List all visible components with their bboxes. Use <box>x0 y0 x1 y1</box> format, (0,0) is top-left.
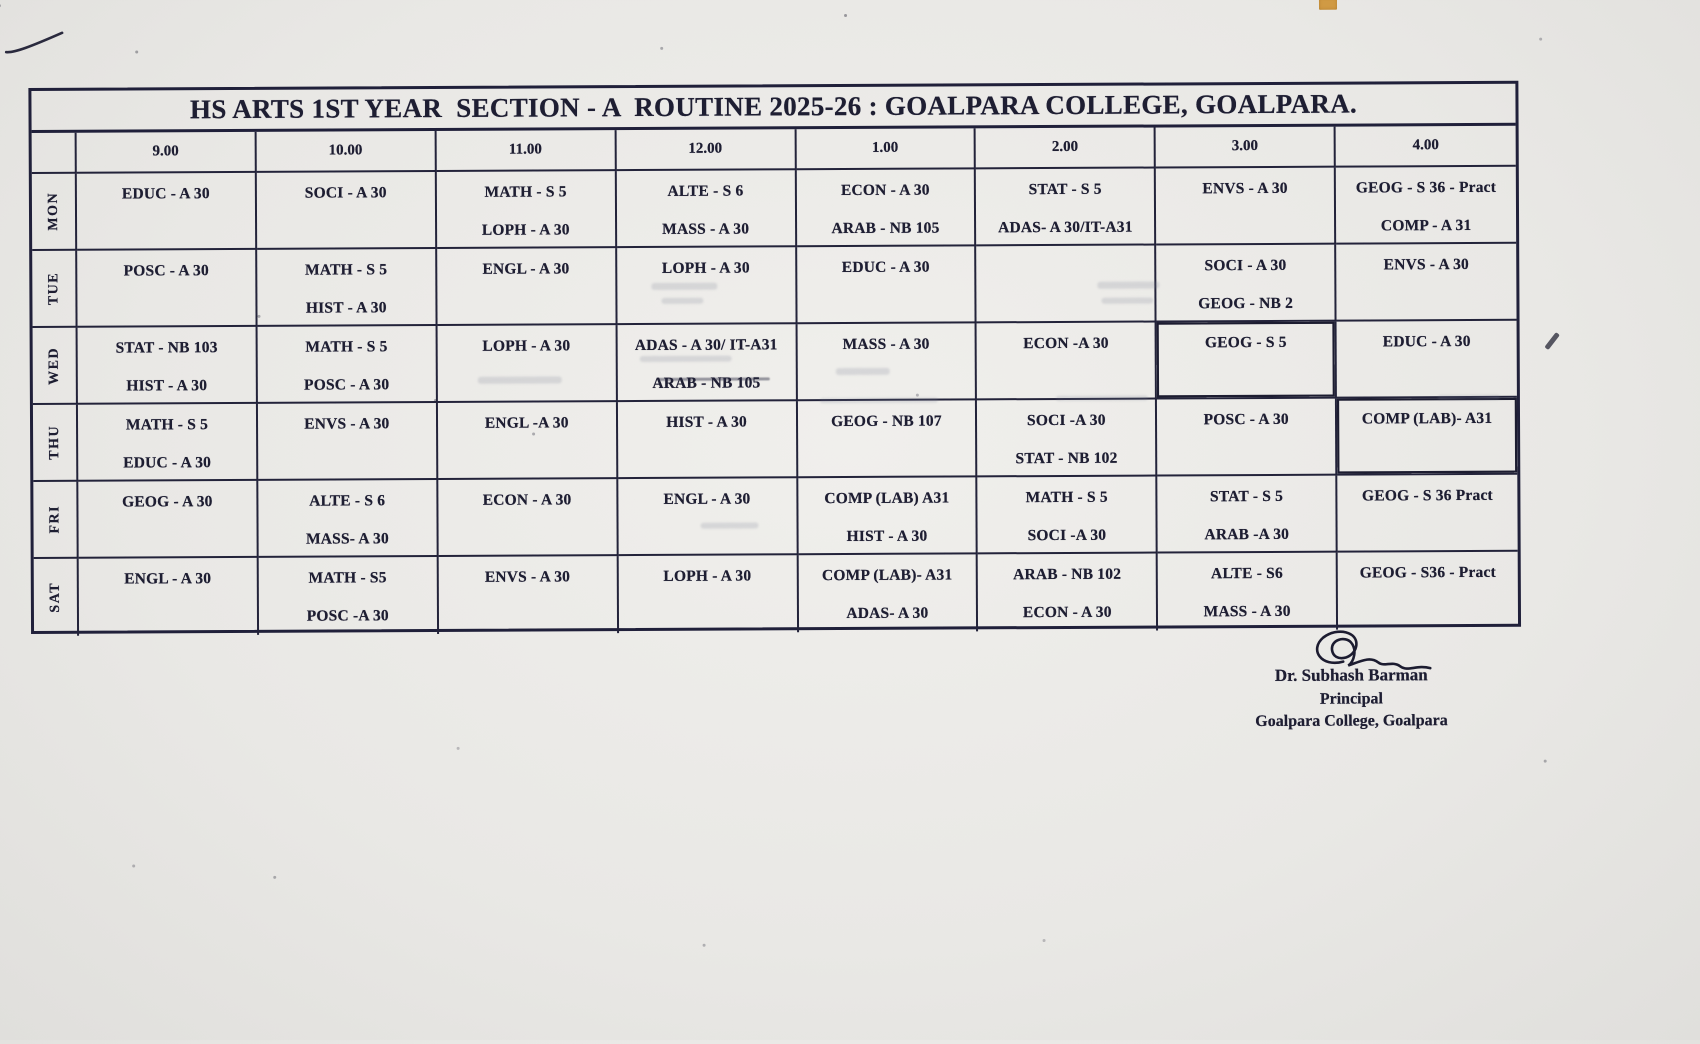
signatory-org: Goalpara College, Goalpara <box>1255 712 1448 731</box>
schedule-cell <box>437 325 617 403</box>
schedule-cell <box>1157 399 1337 477</box>
time-header: 3.00 <box>1156 127 1336 169</box>
class-entry: ECON - A 30 <box>840 181 930 200</box>
class-entry: STAT - NB 103 <box>115 339 218 357</box>
schedule-cell <box>618 478 798 556</box>
schedule-cell <box>617 247 797 325</box>
class-entry: MATH - S5 <box>308 569 387 587</box>
schedule-cell <box>1157 322 1337 400</box>
class-entry: GEOG - S 5 <box>1204 333 1287 352</box>
class-entry: ADAS - A 30/ IT-A31 <box>634 336 778 355</box>
day-label-thu <box>33 405 78 482</box>
class-entry: ECON - A 30 <box>482 491 572 509</box>
class-entry: GEOG - A 30 <box>122 493 213 511</box>
class-entry: LOPH - A 30 <box>482 337 571 355</box>
class-entry: POSC - A 30 <box>303 376 390 394</box>
class-entry: EDUC - A 30 <box>121 185 210 203</box>
class-entry: COMP (LAB) A31 <box>824 489 950 508</box>
schedule-cell <box>257 326 437 404</box>
class-entry: ENGL - A 30 <box>482 260 570 278</box>
class-entry: HIST - A 30 <box>305 299 387 317</box>
schedule-cell <box>797 400 977 478</box>
class-entry: HIST - A 30 <box>666 413 748 431</box>
class-entry: ENVS - A 30 <box>484 568 571 586</box>
time-header: 1.00 <box>796 128 976 170</box>
schedule-cell <box>1337 398 1517 476</box>
schedule-cell <box>1158 553 1338 631</box>
signature-block <box>1229 625 1474 731</box>
schedule-cell <box>977 246 1157 324</box>
class-entry: LOPH - A 30 <box>481 221 570 239</box>
class-entry: ALTE - S 6 <box>309 492 386 510</box>
class-entry: SOCI -A 30 <box>1026 411 1106 430</box>
class-entry: POSC - A 30 <box>123 262 209 280</box>
scan-artifact-edge <box>1544 332 1560 350</box>
class-entry: GEOG - NB 2 <box>1198 294 1294 313</box>
day-label-text: WED <box>46 346 62 385</box>
class-entry: POSC -A 30 <box>306 607 389 625</box>
class-entry: HIST - A 30 <box>846 527 928 546</box>
class-entry: GEOG - NB 107 <box>831 412 942 431</box>
class-entry: SOCI -A 30 <box>1027 526 1107 545</box>
schedule-cell <box>1156 245 1336 323</box>
schedule-cell <box>79 558 259 636</box>
class-entry: ENGL - A 30 <box>124 570 212 588</box>
class-entry: MASS - A 30 <box>842 335 930 354</box>
class-entry: ALTE - S6 <box>1210 564 1283 583</box>
schedule-cell <box>1158 476 1338 554</box>
schedule-cell <box>1337 321 1517 399</box>
schedule-cell <box>438 479 618 557</box>
class-entry: ENVS - A 30 <box>1202 179 1288 198</box>
day-label-fri <box>33 482 78 559</box>
time-header: 11.00 <box>436 130 616 172</box>
schedule-cell <box>616 170 796 248</box>
class-entry: LOPH - A 30 <box>663 567 752 585</box>
schedule-cell <box>437 171 617 249</box>
class-entry: GEOG - S 36 Pract <box>1361 486 1493 505</box>
day-label-text: FRI <box>46 505 63 534</box>
schedule-cell <box>258 403 438 481</box>
class-entry: SOCI - A 30 <box>1204 256 1287 275</box>
schedule-cell <box>797 246 977 324</box>
day-label-sat <box>34 559 79 636</box>
class-entry: MATH - S 5 <box>125 416 209 434</box>
day-label-text: THU <box>46 424 62 460</box>
schedule-cell <box>618 555 798 633</box>
class-entry: COMP - A 31 <box>1380 216 1472 235</box>
schedule-cell <box>978 553 1158 631</box>
class-entry: MATH - S 5 <box>304 261 388 279</box>
day-label-text: SAT <box>47 581 63 613</box>
class-entry: MATH - S 5 <box>484 183 567 201</box>
class-entry: ARAB - NB 102 <box>1013 565 1122 584</box>
schedule-cell <box>797 323 977 401</box>
time-header: 2.00 <box>976 128 1156 170</box>
class-entry: ENGL - A 30 <box>663 490 751 508</box>
corner-cell <box>32 133 77 174</box>
schedule-cell <box>1156 168 1336 246</box>
time-header: 12.00 <box>616 129 796 171</box>
schedule-cell <box>257 172 437 250</box>
schedule-cell <box>438 402 618 480</box>
class-entry: ENGL -A 30 <box>484 414 569 432</box>
time-header: 9.00 <box>77 132 257 174</box>
class-entry: MASS- A 30 <box>305 530 389 548</box>
schedule-cell <box>977 322 1157 400</box>
routine-title: HS ARTS 1ST YEAR SECTION - A ROUTINE 2025-26 : GOALPARA COLLEGE, GOALPARA. <box>31 84 1515 133</box>
class-entry: EDUC - A 30 <box>123 454 212 472</box>
scan-artifact-orange <box>1319 0 1337 10</box>
schedule-cell <box>798 554 978 632</box>
class-entry: MATH - S 5 <box>305 338 388 356</box>
class-entry: STAT - S 5 <box>1209 487 1284 506</box>
schedule-cell <box>257 249 437 327</box>
schedule-cell <box>258 480 438 558</box>
time-header: 4.00 <box>1336 126 1516 168</box>
schedule-cell <box>976 169 1156 247</box>
schedule-cell <box>1337 475 1517 553</box>
class-entry: MASS - A 30 <box>1203 602 1291 621</box>
signatory-name: Dr. Subhash Barman <box>1274 665 1428 685</box>
class-entry: ARAB - NB 105 <box>652 374 761 392</box>
schedule-cell <box>77 250 257 328</box>
schedule-cell <box>618 401 798 479</box>
class-entry: ADAS- A 30/IT-A31 <box>998 218 1133 237</box>
class-entry: EDUC - A 30 <box>1382 332 1471 351</box>
time-header: 10.00 <box>256 131 436 173</box>
day-label-text: MON <box>45 191 61 231</box>
class-entry: ARAB -A 30 <box>1204 525 1290 544</box>
class-entry: STAT - S 5 <box>1028 180 1102 199</box>
class-entry: GEOG - S36 - Pract <box>1359 563 1496 582</box>
class-entry: ENVS - A 30 <box>1383 255 1470 274</box>
schedule-cell <box>617 324 797 402</box>
schedule-cell <box>1336 244 1516 322</box>
class-entry: ALTE - S 6 <box>667 182 744 200</box>
scan-specks <box>0 4 1 7</box>
class-entry: MASS - A 30 <box>662 220 750 238</box>
signatory-title: Principal <box>1319 690 1383 708</box>
class-entry: HIST - A 30 <box>126 377 208 395</box>
schedule-cell <box>438 556 618 634</box>
schedule-cell <box>78 327 258 405</box>
class-entry: ADAS- A 30 <box>846 604 929 623</box>
schedule-cell <box>798 477 978 555</box>
class-entry: COMP (LAB)- A31 <box>821 566 953 585</box>
class-entry: COMP (LAB)- A31 <box>1361 409 1493 428</box>
schedule-cell <box>977 399 1157 477</box>
schedule-cell <box>796 169 976 247</box>
class-entry: EDUC - A 30 <box>841 258 930 277</box>
day-label-mon <box>32 174 77 251</box>
schedule-cell <box>77 173 257 251</box>
class-entry: STAT - NB 102 <box>1015 449 1118 468</box>
class-entry: GEOG - S 36 - Pract <box>1355 178 1497 197</box>
schedule-cell <box>78 481 258 559</box>
schedule-cell <box>978 476 1158 554</box>
routine-table <box>28 81 1521 634</box>
schedule-cell <box>1336 167 1516 245</box>
schedule-cell <box>1338 552 1518 630</box>
class-entry: POSC - A 30 <box>1203 410 1289 429</box>
schedule-cell <box>78 404 258 482</box>
day-label-text: TUE <box>45 271 61 306</box>
class-entry: SOCI - A 30 <box>304 184 387 202</box>
schedule-cell <box>437 248 617 326</box>
schedule-cell <box>259 557 439 635</box>
class-entry: ARAB - NB 105 <box>831 219 940 238</box>
pen-mark <box>4 30 66 56</box>
class-entry: LOPH - A 30 <box>661 259 750 277</box>
day-label-wed <box>33 328 78 405</box>
class-entry: ECON -A 30 <box>1023 334 1109 353</box>
day-label-tue <box>32 251 77 328</box>
class-entry: MATH - S 5 <box>1025 488 1108 507</box>
class-entry: ECON - A 30 <box>1022 603 1112 622</box>
class-entry: ENVS - A 30 <box>304 415 390 433</box>
